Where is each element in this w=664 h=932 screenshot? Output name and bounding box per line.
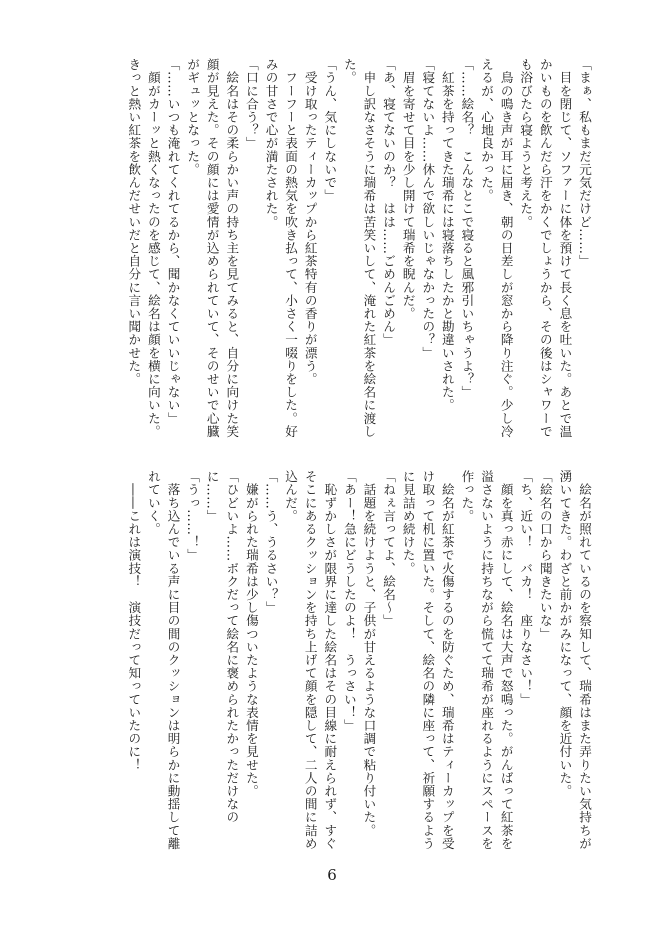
paragraph: 受け取ったティーカップから紅茶特有の香りが漂う。 (302, 58, 318, 386)
paragraph: 絵名が紅茶で火傷するのを防ぐため、瑞希はティーカップを受け取って机に置いた。そして、絵名の隣に座って、祈願するように見詰め続けた。 (400, 470, 455, 850)
paragraph: 「口に合う？」 (243, 58, 259, 150)
paragraph: 絵名はその柔らかい声の持ち主を見てみると、自分に向けた笑顔が見えた。その顔には愛情が込められていて、そのせいで心臓がギュッとなった。 (185, 58, 240, 438)
paragraph: 顔を真っ赤にして、絵名は大声で怒鳴った。がんばって紅茶を溢さないように持ちながら慌てて瑞希が座れるようにスペースを作った。 (459, 470, 514, 850)
paragraph: 目を閉じて、ソファーに体を預けて長く息を吐いた。あとで温かいものを飲んだら汗をかくでしょうから、その後はシャワーでも浴びたら寝ようと考えた。 (518, 58, 573, 438)
paragraph: 眉を寄せて目を少し開けて瑞希を睨んだ。 (400, 58, 416, 320)
paragraph: 「ひどいよ……ボクだって絵名に褒められたかっただけなのに……」 (204, 470, 240, 824)
paragraph: 「あ、寝てないのか？ はは……ごめんごめん」 (381, 58, 397, 347)
paragraph: 「まぁ、私もまだ元気だけど……」 (577, 58, 592, 268)
paragraph: 申し訳なさそうに瑞希は苦笑いして、淹れた紅茶を絵名に渡した。 (341, 58, 377, 438)
paragraph: ――これは演技！ 演技だって知っていたのに！ (126, 470, 142, 772)
page-number: 6 (327, 866, 337, 884)
paragraph: 「ち、近い！ バカ！ 座りなさい！」 (518, 470, 534, 706)
paragraph: 「絵名の口から聞きたいな」 (537, 470, 553, 641)
paragraph: 恥ずかしさが限界に達した絵名はその目線に耐えられず、すぐそこにあるクッションを持ち上げて顔を隠して、二人の間に詰め込んだ。 (283, 470, 338, 850)
paragraph: 「……絵名？ こんなとこで寝ると風邪引いちゃうよ？」 (459, 58, 475, 399)
paragraph: 鳥の鳴き声が耳に届き、朝の日差しが窓から降り注ぐ。少し冷えるが、心地良かった。 (479, 58, 514, 438)
text-block-upper (72, 58, 594, 445)
paragraph: 顔がカーッと熱くなったのを感じて、絵名は顔を横に向いた。きっと熱い紅茶を飲んだせいだと自分に言い聞かせた。 (126, 58, 161, 438)
paragraph: 話題を続けようと、子供が甘えるような口調で粘り付いた。 (361, 470, 377, 837)
paragraph: 「ねぇ言ってよ、絵名〜」 (381, 470, 397, 628)
paragraph: 絵名が照れているのを察知して、瑞希はまた弄りたい気持ちが湧いてきた。わざと前かがみになって、顔を近付いた。 (557, 470, 592, 850)
paragraph: 「寝てないよ……休んで欲しいじゃなかったの？」 (420, 58, 436, 360)
paragraph: 「……う、うるさい？」 (263, 470, 279, 615)
paragraph: 「うん、気にしないで」 (322, 58, 338, 203)
paragraph: 紅茶を持ってきた瑞希には寝落ちしたかと勘違いされた。 (439, 58, 455, 412)
paragraph: 「……いつも淹れてくれてるから、聞かなくていいじゃない」 (165, 58, 181, 425)
paragraph: フーフーと表面の熱気を吹き払って、小さく一啜りをした。好みの甘さで心が満たされた。 (263, 58, 299, 438)
text-block-lower (72, 470, 594, 855)
paragraph: 「あー！急にどうしたのよ！ うっさい！」 (341, 470, 357, 732)
paragraph: 嫌がられた瑞希は少し傷ついたような表情を見せた。 (243, 470, 259, 798)
paragraph: 「うっ……！」 (185, 470, 201, 562)
paragraph: 落ち込んでいる声に目の間のクッションは明らかに動揺して離れていく。 (145, 470, 181, 850)
